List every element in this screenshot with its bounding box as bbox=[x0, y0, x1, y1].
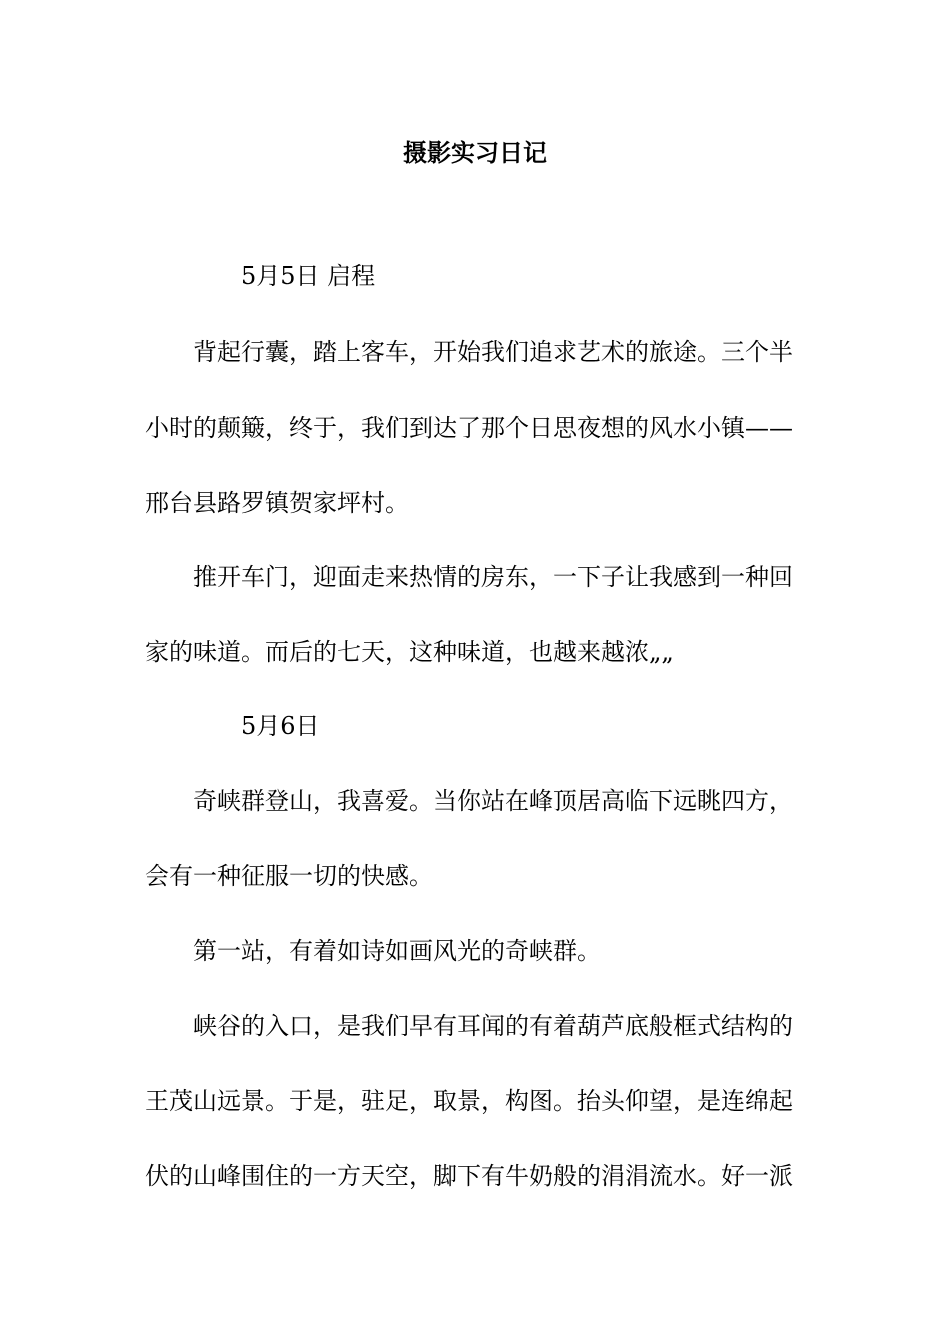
paragraph-line: 小时的颠簸，终于，我们到达了那个日思夜想的风水小镇—— bbox=[145, 414, 793, 442]
paragraph-line: 峡谷的入口，是我们早有耳闻的有着葫芦底般框式结构的 bbox=[193, 1012, 793, 1040]
paragraph-line: 邢台县路罗镇贺家坪村。 bbox=[145, 489, 409, 517]
paragraph-line: 伏的山峰围住的一方天空，脚下有牛奶般的涓涓流水。好一派 bbox=[145, 1162, 793, 1190]
paragraph-line: 会有一种征服一切的快感。 bbox=[145, 862, 433, 890]
paragraph-line: 家的味道。而后的七天，这种味道，也越来越浓„„ bbox=[145, 638, 674, 666]
diary-date-may-5: 5月5日 启程 bbox=[241, 262, 376, 290]
paragraph-line: 奇峡群登山，我喜爱。当你站在峰顶居高临下远眺四方， bbox=[193, 787, 793, 815]
paragraph-line: 第一站，有着如诗如画风光的奇峡群。 bbox=[193, 937, 601, 965]
diary-date-may-6: 5月6日 bbox=[241, 712, 320, 740]
paragraph-line: 背起行囊，踏上客车，开始我们追求艺术的旅途。三个半 bbox=[193, 338, 793, 366]
paragraph-line: 推开车门，迎面走来热情的房东，一下子让我感到一种回 bbox=[193, 563, 793, 591]
paragraph-line: 王茂山远景。于是，驻足，取景，构图。抬头仰望，是连绵起 bbox=[145, 1087, 793, 1115]
document-title: 摄影实习日记 bbox=[403, 138, 547, 167]
